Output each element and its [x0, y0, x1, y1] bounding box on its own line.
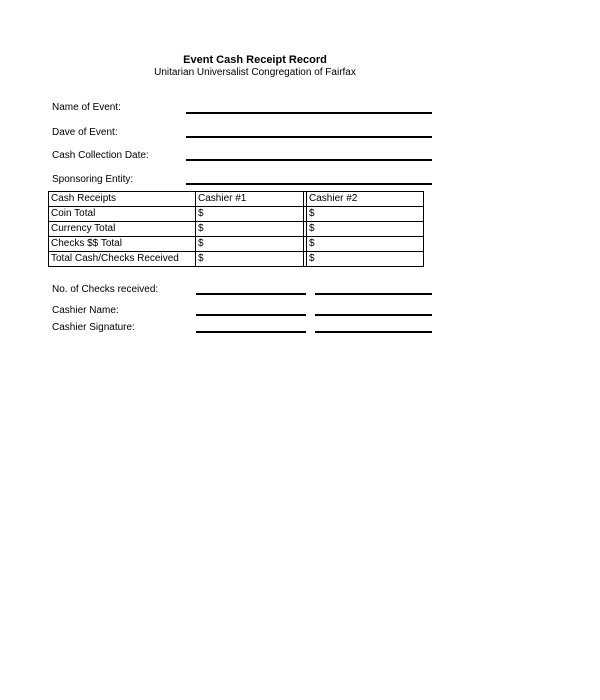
header-cashier-2: Cashier #2	[307, 192, 424, 207]
cash-receipts-table	[48, 191, 424, 267]
cashier-name-2-line[interactable]	[315, 314, 432, 316]
checks-received-cashier-2-line[interactable]	[315, 293, 432, 295]
cashier-name-label: Cashier Name:	[52, 305, 119, 316]
header-cash-receipts: Cash Receipts	[49, 192, 196, 207]
event-name-line[interactable]	[186, 112, 432, 114]
table-row	[49, 252, 424, 267]
checks-received-cashier-1-line[interactable]	[196, 293, 306, 295]
event-name-label: Name of Event:	[52, 102, 121, 113]
cashier-1-cell[interactable]: $	[196, 237, 304, 252]
checks-received-label: No. of Checks received:	[52, 284, 159, 295]
sponsoring-entity-label: Sponsoring Entity:	[52, 174, 134, 185]
cashier-2-cell[interactable]: $	[307, 207, 424, 222]
cashier-name-1-line[interactable]	[196, 314, 306, 316]
event-date-label: Dave of Event:	[52, 127, 118, 138]
cashier-1-cell[interactable]: $	[196, 222, 304, 237]
header-cashier-1: Cashier #1	[196, 192, 304, 207]
event-date-line[interactable]	[186, 136, 432, 138]
collection-date-label: Cash Collection Date:	[52, 150, 149, 161]
cashier-2-cell[interactable]: $	[307, 252, 424, 267]
cashier-signature-2-line[interactable]	[315, 331, 432, 333]
cashier-1-cell[interactable]: $	[196, 207, 304, 222]
form-title: Event Cash Receipt Record	[183, 54, 327, 66]
table-row	[49, 207, 424, 222]
table-row	[49, 222, 424, 237]
row-label: Total Cash/Checks Received	[49, 252, 196, 267]
form-subtitle: Unitarian Universalist Congregation of Fairfax	[154, 67, 356, 78]
cashier-signature-1-line[interactable]	[196, 331, 306, 333]
row-label: Checks $$ Total	[49, 237, 196, 252]
table-header-row	[49, 192, 424, 207]
cashier-2-cell[interactable]: $	[307, 222, 424, 237]
cashier-1-cell[interactable]: $	[196, 252, 304, 267]
cashier-2-cell[interactable]: $	[307, 237, 424, 252]
collection-date-line[interactable]	[186, 159, 432, 161]
sponsoring-entity-line[interactable]	[186, 183, 432, 185]
row-label: Coin Total	[49, 207, 196, 222]
row-label: Currency Total	[49, 222, 196, 237]
cashier-signature-label: Cashier Signature:	[52, 322, 135, 333]
table-row	[49, 237, 424, 252]
